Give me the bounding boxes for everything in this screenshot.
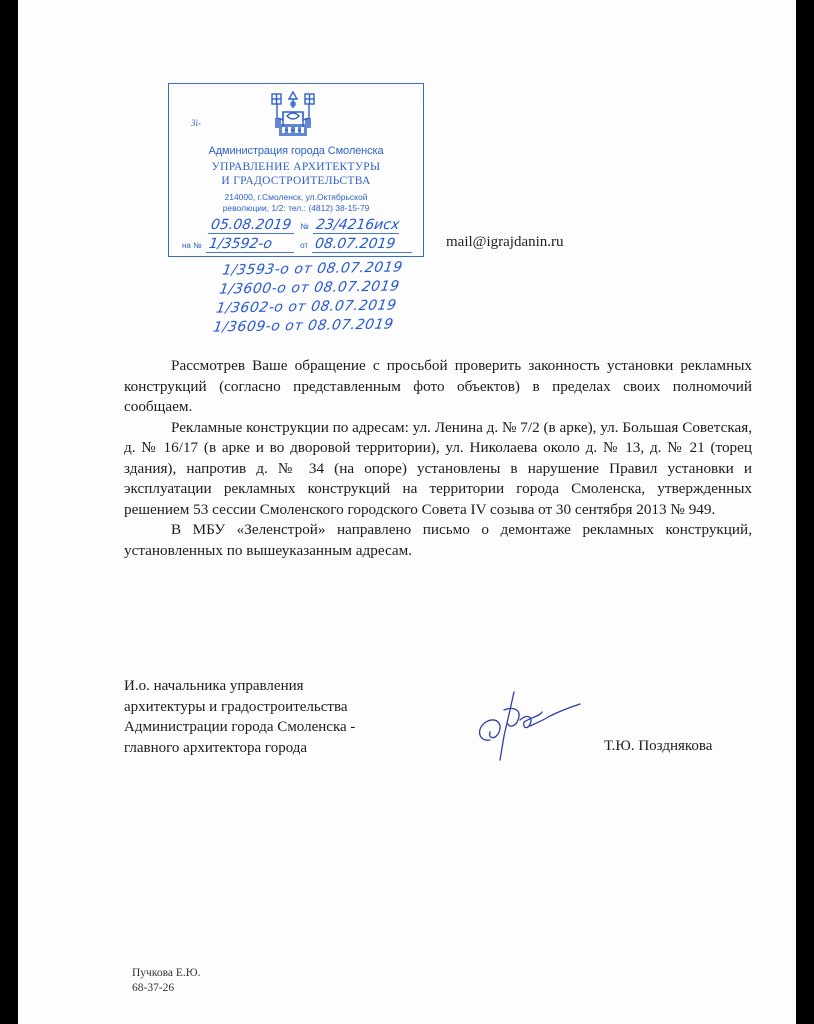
reply-date-label: от bbox=[300, 241, 309, 250]
document-page bbox=[18, 0, 796, 1024]
body-paragraph: Рекламные конструкции по адресам: ул. Ленина д. № 7/2 (в арке), ул. Большая Советская, д. № 16/17 (в арке и во дворовой территории), ул. Николаева около д. № 13, д. № 21 (торец здания), напротив д. № 34 (на опоре) установлены в нарушение Правил установки и эксплуатации рекламных конструкций на территории города Смоленска, утвержденных решением 53 сессии Смоленского городского Совета IV созыва от 30 сентября 2013 № 949. bbox=[124, 418, 752, 518]
executor-info bbox=[132, 966, 200, 996]
reference-item: 1/3602-о от 08.07.2019 bbox=[215, 297, 398, 317]
position-line: Администрации города Смоленска - bbox=[124, 719, 356, 735]
stamp-department-line-2: И ГРАДОСТРОИТЕЛЬСТВА bbox=[221, 175, 371, 187]
body-paragraph: В МБУ «Зеленстрой» направлено письмо о демонтаже рекламных конструкций, установленных по вышеуказанным адресам. bbox=[124, 521, 752, 559]
stamp-mark: 3i- bbox=[191, 118, 201, 128]
reply-number-label: на № bbox=[182, 241, 202, 250]
stamp-administration-name: Администрация города Смоленска bbox=[208, 145, 384, 157]
handwritten-signature-icon bbox=[470, 680, 590, 766]
reference-item: 1/3600-о от 08.07.2019 bbox=[218, 278, 401, 298]
reference-item: 1/3609-о от 08.07.2019 bbox=[212, 316, 395, 336]
stamp-address bbox=[169, 192, 423, 213]
outgoing-date: 05.08.2019 bbox=[208, 217, 296, 234]
recipient-email: mail@igrajdanin.ru bbox=[446, 234, 564, 250]
reply-number: 1/3592-о bbox=[206, 236, 296, 253]
signer-name: Т.Ю. Позднякова bbox=[604, 738, 713, 754]
registration-stamp bbox=[168, 83, 424, 257]
stamp-department-line-1: УПРАВЛЕНИЕ АРХИТЕКТУРЫ bbox=[211, 161, 381, 173]
coat-of-arms-icon bbox=[269, 90, 317, 140]
reply-date: 08.07.2019 bbox=[312, 236, 414, 253]
letter-body bbox=[124, 356, 752, 561]
executor-name: Пучкова Е.Ю. bbox=[132, 967, 201, 979]
stamp-address-line-2: революции, 1/2: тел.: (4812) 38-15-79 bbox=[222, 202, 370, 213]
outgoing-number: 23/4216исх bbox=[313, 217, 401, 234]
position-line: архитектуры и градостроительства bbox=[124, 698, 348, 715]
executor-phone: 68-37-26 bbox=[132, 982, 175, 994]
reference-item: 1/3593-о от 08.07.2019 bbox=[221, 259, 404, 279]
position-line: И.о. начальника управления bbox=[124, 678, 304, 694]
stamp-reply-row bbox=[179, 236, 415, 253]
stamp-department-name bbox=[169, 160, 423, 188]
stamp-outgoing-row bbox=[209, 217, 415, 234]
outgoing-number-label: № bbox=[300, 222, 309, 231]
signer-position bbox=[124, 676, 355, 758]
stamp-address-line-1: 214000, г.Смоленск, ул.Октябрьской bbox=[224, 192, 368, 202]
position-line: главного архитектора города bbox=[124, 739, 308, 756]
additional-references bbox=[212, 258, 404, 337]
body-paragraph: Рассмотрев Ваше обращение с просьбой проверить законность установки рекламных конструкций (согласно представленным фото объектов) в пределах своих полномочий сообщаем. bbox=[124, 357, 752, 415]
